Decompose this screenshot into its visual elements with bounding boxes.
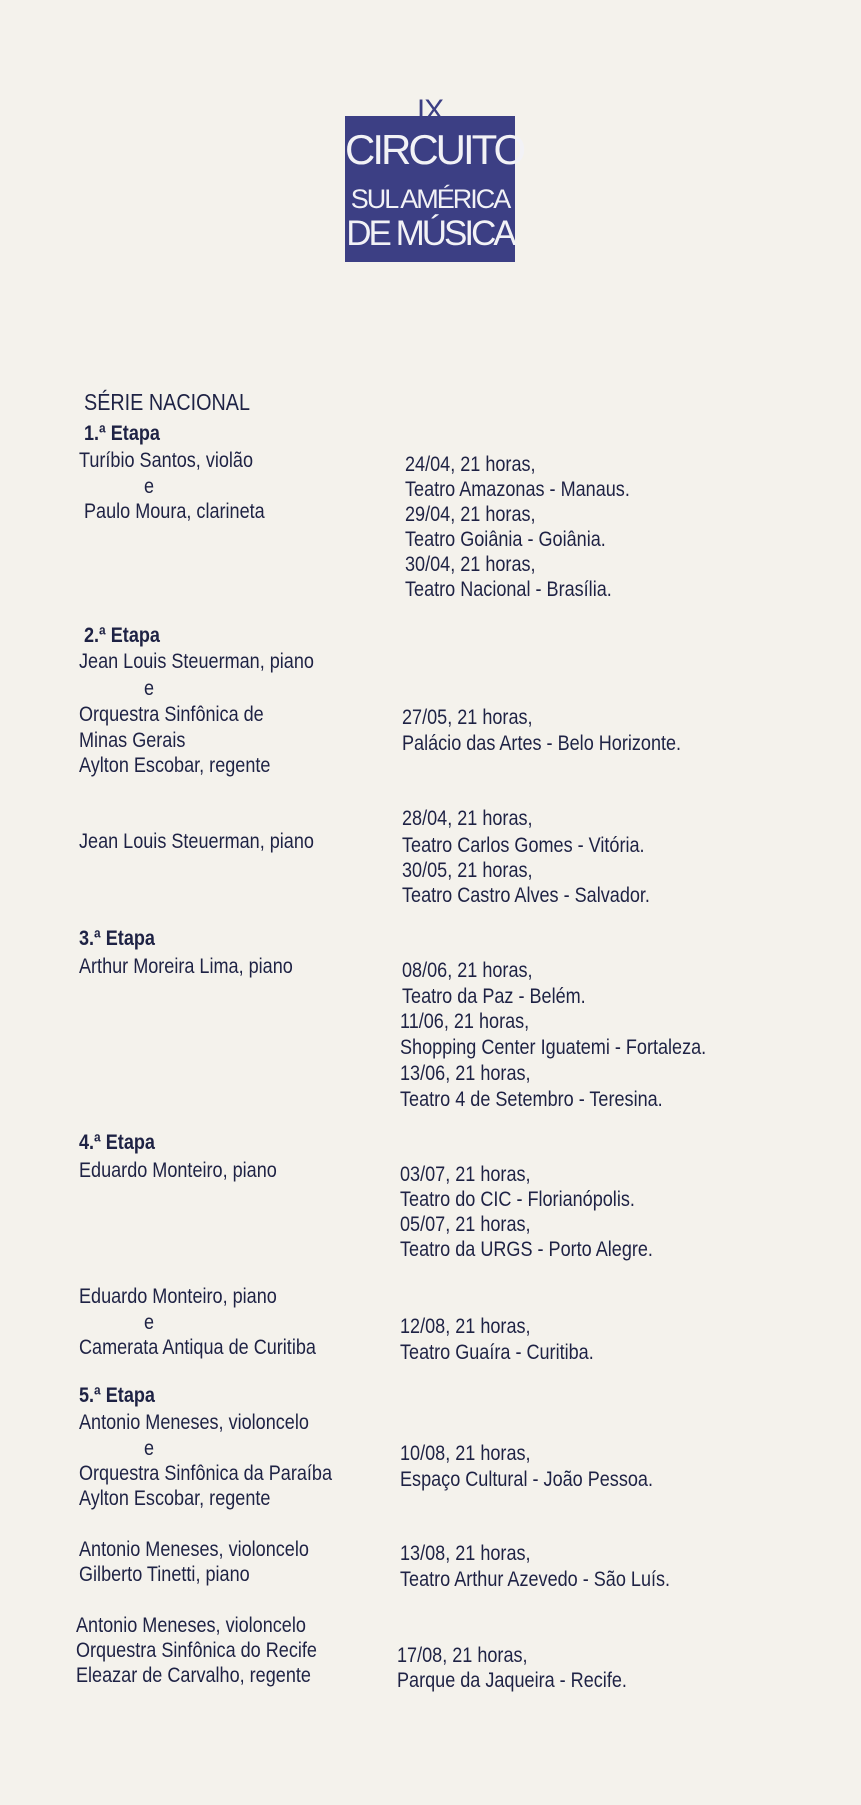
date-line: 17/08, 21 horas, bbox=[397, 1644, 528, 1667]
date-line: 12/08, 21 horas, bbox=[400, 1315, 531, 1338]
date-line: 03/07, 21 horas, bbox=[400, 1163, 531, 1186]
date-line: 13/06, 21 horas, bbox=[400, 1062, 531, 1085]
performer-line: Eduardo Monteiro, piano bbox=[79, 1285, 277, 1308]
performer-line: Orquestra Sinfônica de bbox=[79, 703, 264, 726]
performer-line: Gilberto Tinetti, piano bbox=[79, 1563, 250, 1586]
venue-line: Teatro Guaíra - Curitiba. bbox=[400, 1341, 594, 1364]
venue-line: Teatro Arthur Azevedo - São Luís. bbox=[400, 1568, 671, 1591]
performer-line: Minas Gerais bbox=[79, 729, 186, 752]
conjunction-e: e bbox=[144, 677, 155, 700]
stage-4-heading: 4.ª Etapa bbox=[79, 1131, 155, 1154]
logo-line-1: CIRCUITO bbox=[345, 126, 524, 173]
series-title: SÉRIE NACIONAL bbox=[84, 389, 250, 415]
conjunction-e: e bbox=[144, 1311, 155, 1334]
performer-line: Aylton Escobar, regente bbox=[79, 754, 271, 777]
stage-1-heading: 1.ª Etapa bbox=[84, 422, 160, 445]
venue-line: Palácio das Artes - Belo Horizonte. bbox=[402, 732, 682, 755]
venue-line: Teatro Castro Alves - Salvador. bbox=[402, 884, 650, 907]
date-line: 08/06, 21 horas, bbox=[402, 959, 533, 982]
performer-line: Turíbio Santos, violão bbox=[79, 449, 254, 472]
performer-line: Paulo Moura, clarineta bbox=[84, 500, 265, 523]
venue-line: Teatro Nacional - Brasília. bbox=[405, 578, 612, 601]
performer-line: Jean Louis Steuerman, piano bbox=[79, 650, 314, 673]
date-line: 05/07, 21 horas, bbox=[400, 1213, 531, 1236]
venue-line: Teatro do CIC - Florianópolis. bbox=[400, 1188, 635, 1211]
circuito-logo bbox=[345, 94, 524, 262]
venue-line: Teatro Amazonas - Manaus. bbox=[405, 478, 630, 501]
performer-line: Antonio Meneses, violoncelo bbox=[79, 1538, 309, 1561]
date-line: 24/04, 21 horas, bbox=[405, 453, 536, 476]
date-line: 13/08, 21 horas, bbox=[400, 1542, 531, 1565]
stage-2-heading: 2.ª Etapa bbox=[84, 624, 160, 647]
performer-line: Eleazar de Carvalho, regente bbox=[76, 1664, 311, 1687]
performer-line: Jean Louis Steuerman, piano bbox=[79, 830, 314, 853]
performer-line: Aylton Escobar, regente bbox=[79, 1487, 271, 1510]
venue-line: Teatro Goiânia - Goiânia. bbox=[405, 528, 606, 551]
venue-line: Teatro da URGS - Porto Alegre. bbox=[400, 1238, 653, 1261]
performer-line: Camerata Antiqua de Curitiba bbox=[79, 1336, 316, 1359]
venue-line: Teatro Carlos Gomes - Vitória. bbox=[402, 834, 645, 857]
stage-5-heading: 5.ª Etapa bbox=[79, 1384, 155, 1407]
venue-line: Teatro da Paz - Belém. bbox=[402, 985, 586, 1008]
date-line: 29/04, 21 horas, bbox=[405, 503, 536, 526]
performer-line: Eduardo Monteiro, piano bbox=[79, 1159, 277, 1182]
logo-line-3: DE MÚSICA bbox=[346, 214, 514, 253]
venue-line: Parque da Jaqueira - Recife. bbox=[397, 1669, 627, 1692]
date-line: 10/08, 21 horas, bbox=[400, 1442, 531, 1465]
venue-line: Shopping Center Iguatemi - Fortaleza. bbox=[400, 1036, 707, 1059]
performer-line: Orquestra Sinfônica do Recife bbox=[76, 1639, 317, 1662]
conjunction-e: e bbox=[144, 1437, 155, 1460]
venue-line: Espaço Cultural - João Pessoa. bbox=[400, 1468, 653, 1491]
conjunction-e: e bbox=[144, 475, 155, 498]
performer-line: Antonio Meneses, violoncelo bbox=[79, 1411, 309, 1434]
performer-line: Orquestra Sinfônica da Paraíba bbox=[79, 1462, 333, 1485]
logo-roman-numeral: IX bbox=[416, 94, 444, 127]
logo-line-2: SUL AMÉRICA bbox=[350, 184, 510, 214]
date-line: 30/04, 21 horas, bbox=[405, 553, 536, 576]
venue-line: Teatro 4 de Setembro - Teresina. bbox=[400, 1088, 663, 1111]
performer-line: Antonio Meneses, violoncelo bbox=[76, 1614, 306, 1637]
date-line: 30/05, 21 horas, bbox=[402, 859, 533, 882]
performer-line: Arthur Moreira Lima, piano bbox=[79, 955, 293, 978]
stage-3-heading: 3.ª Etapa bbox=[79, 927, 155, 950]
date-line: 27/05, 21 horas, bbox=[402, 706, 533, 729]
date-line: 28/04, 21 horas, bbox=[402, 807, 533, 830]
date-line: 11/06, 21 horas, bbox=[400, 1010, 530, 1033]
